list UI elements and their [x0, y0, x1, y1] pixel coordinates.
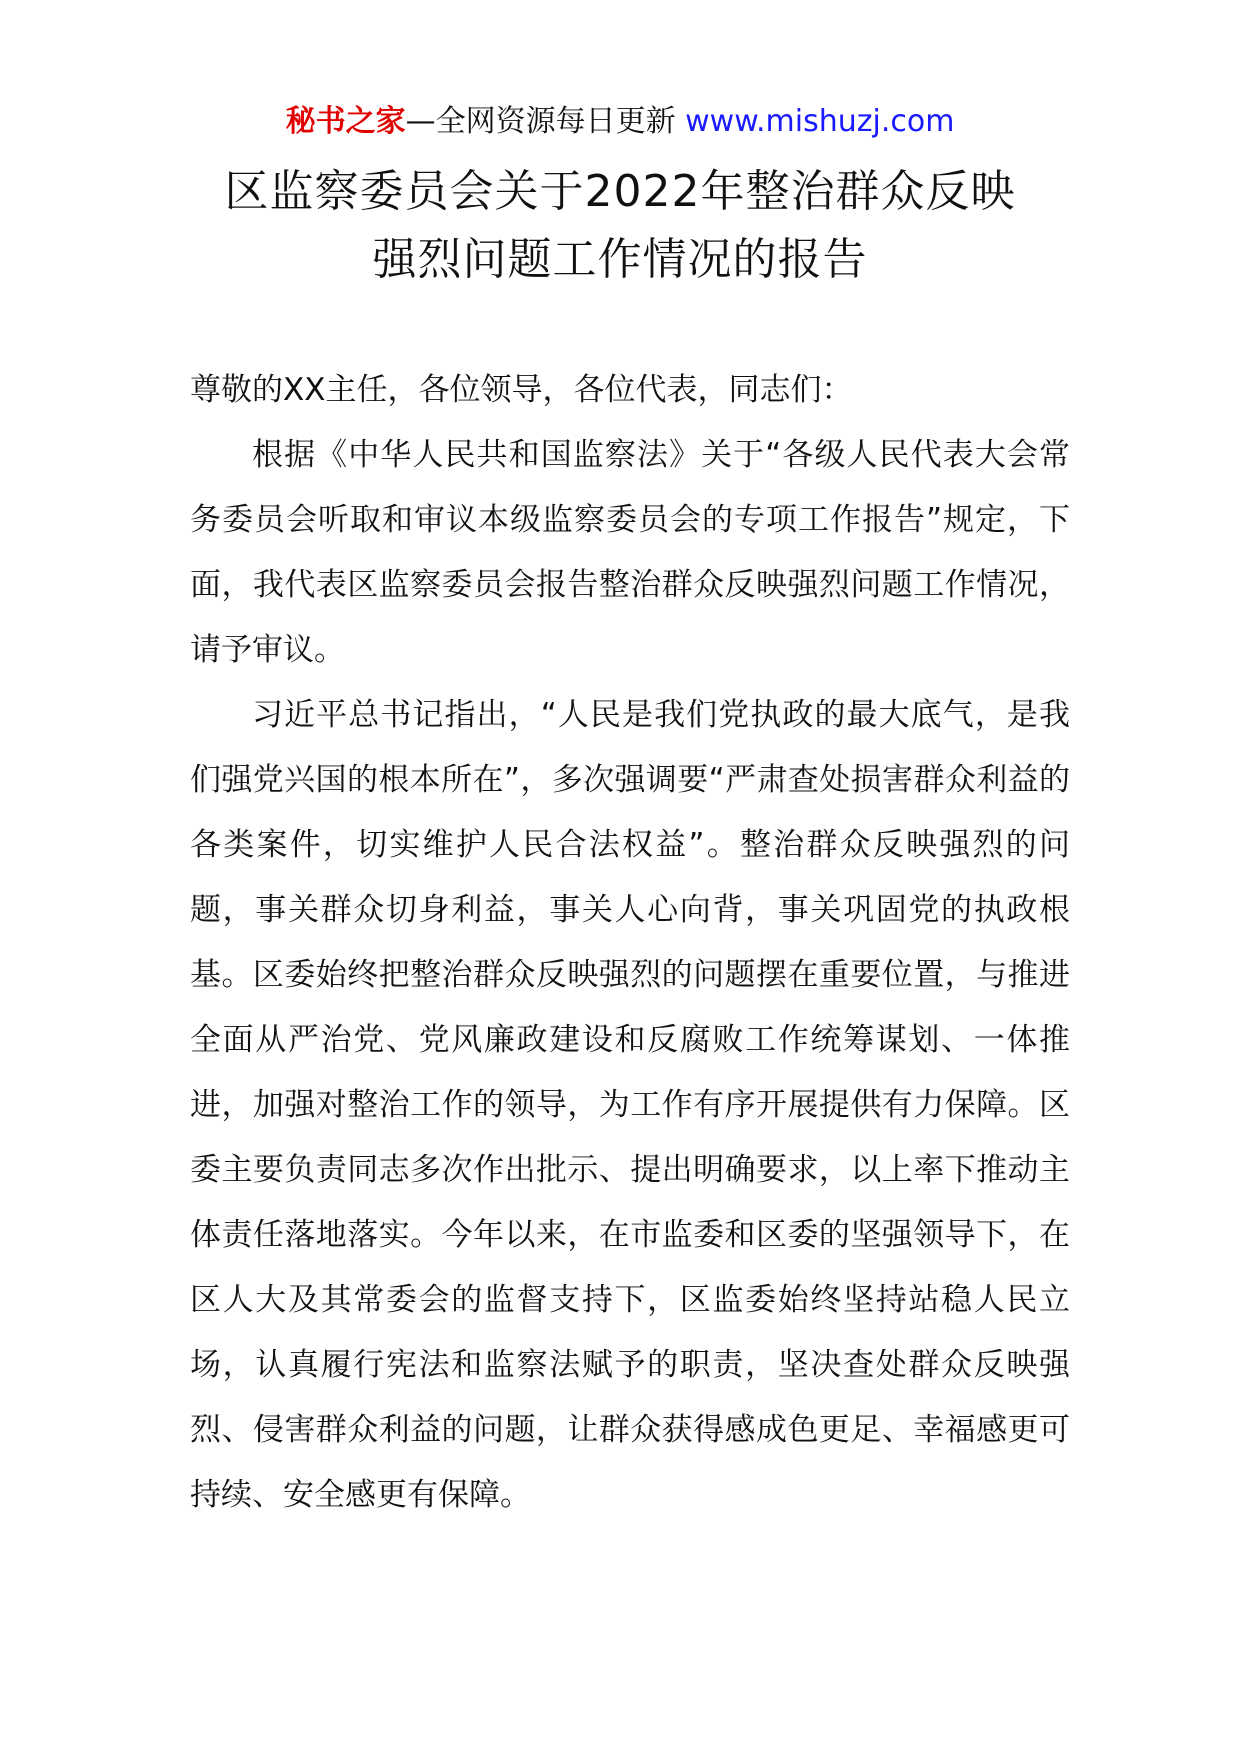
- header-banner: [0, 100, 1240, 144]
- document-title: [0, 158, 1240, 294]
- document-body: [190, 358, 1070, 1528]
- paragraph-2: 习近平总书记指出，“人民是我们党执政的最大底气，是我们强党兴国的根本所在”，多次强调要“严肃查处损害群众利益的各类案件，切实维护人民合法权益”。整治群众反映强烈的问题，事关群众切身利益，事关人心向背，事关巩固党的执政根基。区委始终把整治群众反映强烈的问题摆在重要位置，与推进全面从严治党、党风廉政建设和反腐败工作统筹谋划、一体推进，加强对整治工作的领导，为工作有序开展提供有力保障。区委主要负责同志多次作出批示、提出明确要求，以上率下推动主体责任落地落实。今年以来，在市监委和区委的坚强领导下，在区人大及其常委会的监督支持下，区监委始终坚持站稳人民立场，认真履行宪法和监察法赋予的职责，坚决查处群众反映强烈、侵害群众利益的问题，让群众获得感成色更足、幸福感更可持续、安全感更有保障。: [190, 697, 1070, 1513]
- paragraph-1: 根据《中华人民共和国监察法》关于“各级人民代表大会常务委员会听取和审议本级监察委员会的专项工作报告”规定，下面，我代表区监察委员会报告整治群众反映强烈问题工作情况，请予审议。: [190, 437, 1070, 668]
- title-line-2: 强烈问题工作情况的报告: [372, 234, 868, 285]
- header-tagline: —全网资源每日更新: [405, 104, 676, 139]
- brand-name: 秘书之家: [285, 104, 406, 139]
- salutation: 尊敬的XX主任，各位领导，各位代表，同志们：: [190, 372, 853, 408]
- title-line-1: 区监察委员会关于2022年整治群众反映: [224, 166, 1016, 217]
- site-url-link[interactable]: www.mishuzj.com: [685, 104, 955, 139]
